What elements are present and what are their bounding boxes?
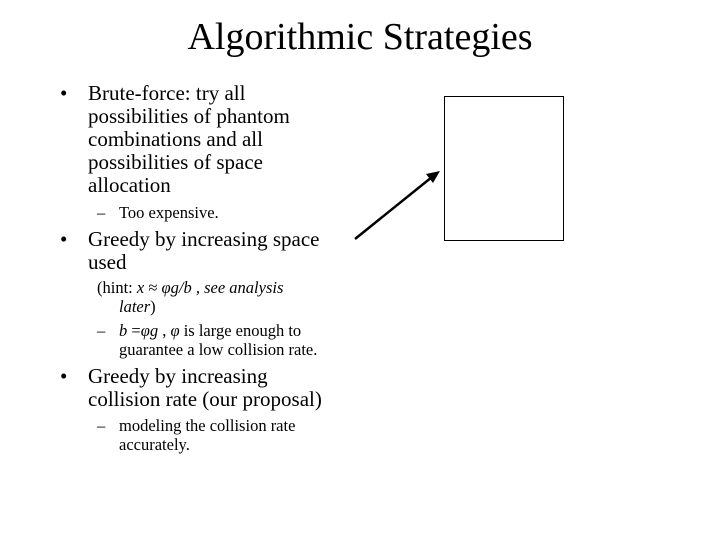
bullet-3-sub-1: modeling the collision rate (119, 416, 296, 435)
bullet-2-hint-cont (119, 297, 156, 316)
bullet-2-hint (97, 278, 283, 297)
bullet-1-line-2: possibilities of phantom (88, 104, 290, 128)
bullet-marker: • (60, 364, 68, 388)
sub-dash: – (97, 321, 106, 340)
diagram-box (444, 96, 564, 241)
bullet-1-sub-1: Too expensive. (119, 203, 219, 222)
hint-phi-g: φg (161, 278, 179, 297)
sub-eq: = (127, 321, 141, 340)
bullet-1-line-1: Brute-force: try all (88, 81, 246, 105)
bullet-3-line-1: Greedy by increasing (88, 364, 268, 388)
bullet-3-line-2: collision rate (our proposal) (88, 387, 322, 411)
hint-close: ) (150, 297, 156, 316)
bullet-1-line-5: allocation (88, 173, 171, 197)
bullet-2-sub-1-cont: guarantee a low collision rate. (119, 340, 318, 359)
bullet-1-line-4: possibilities of space (88, 150, 263, 174)
sub-b: b (119, 321, 128, 340)
bullet-2-line-1: Greedy by increasing space (88, 227, 320, 251)
hint-approx: ≈ (144, 278, 162, 297)
hint-rest: /b , see analysis (178, 278, 284, 297)
hint-later: later (119, 297, 151, 316)
sub-text-1: is large enough to (179, 321, 302, 340)
bullet-marker: • (60, 227, 68, 251)
sub-dash: – (97, 416, 106, 435)
bullet-1-line-3: combinations and all (88, 127, 263, 151)
sub-phi-g: φg (140, 321, 159, 340)
hint-x: x (136, 278, 145, 297)
bullet-marker: • (60, 81, 68, 105)
sub-comma: , (158, 321, 171, 340)
sub-dash: – (97, 203, 106, 222)
bullet-2-sub-1 (119, 321, 301, 340)
bullet-3-sub-2: accurately. (119, 435, 190, 454)
hint-prefix: (hint: (97, 278, 137, 297)
slide-title: Algorithmic Strategies (187, 16, 533, 58)
bullet-2-line-2: used (88, 250, 127, 274)
sub-phi: φ (170, 321, 180, 340)
